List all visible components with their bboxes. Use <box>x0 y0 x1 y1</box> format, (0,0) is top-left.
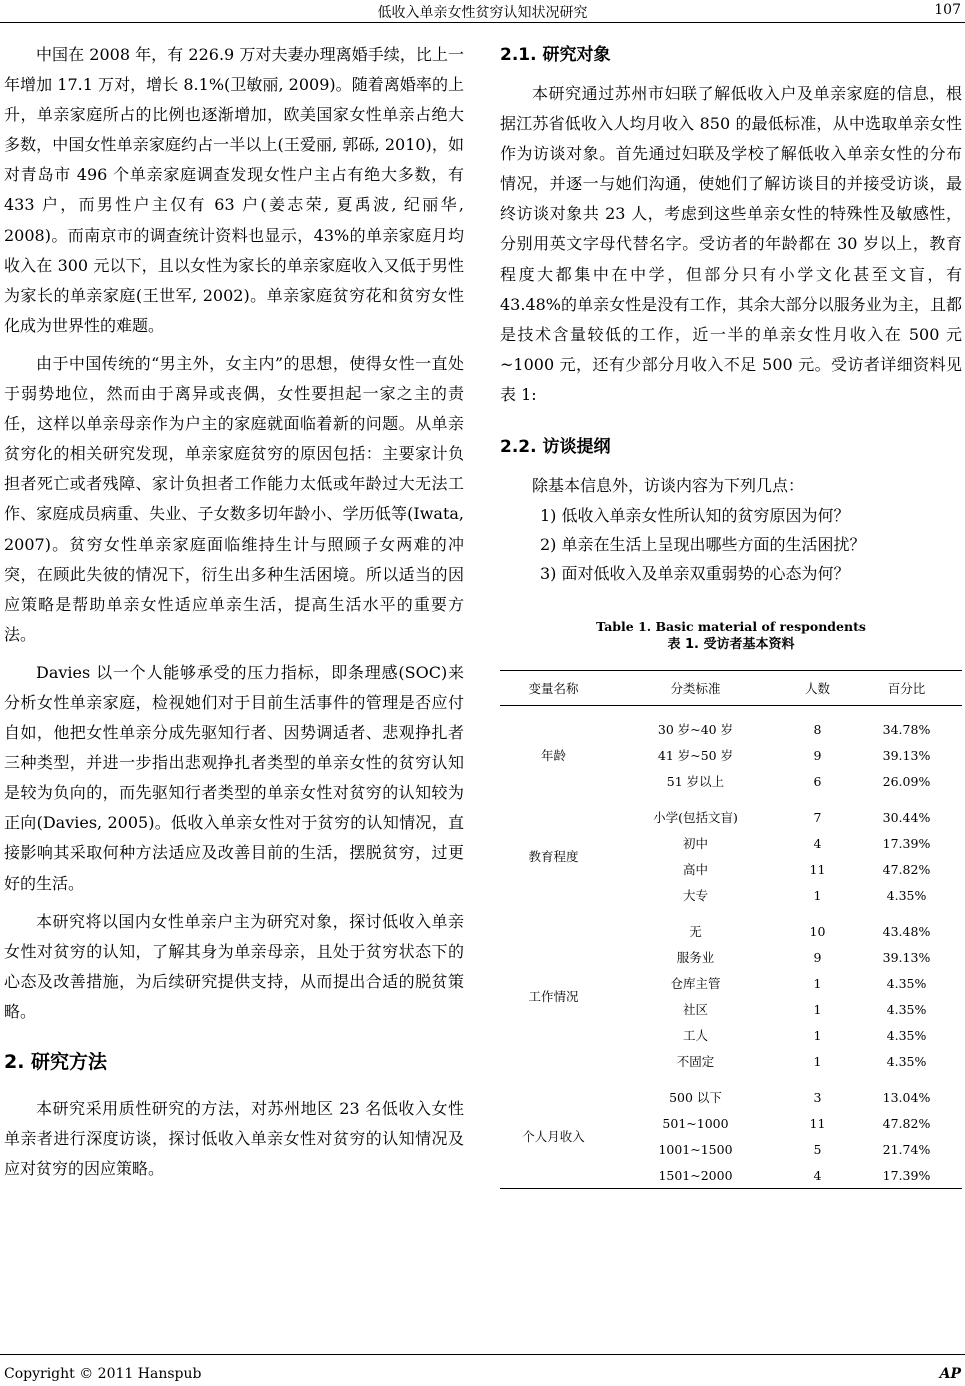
table-cell: 1 <box>813 1001 822 1017</box>
table-caption-zh: 表 1. 受访者基本资料 <box>667 637 795 653</box>
table-cell: 1 <box>813 1027 822 1043</box>
table-cell: 47.82% <box>882 1115 931 1131</box>
table-cell: 4.35% <box>886 975 927 991</box>
table-cell: 39.13% <box>882 747 931 763</box>
table-cell: 4 <box>784 1162 851 1189</box>
table-cell: 1 <box>813 887 822 903</box>
header-rule <box>0 22 965 23</box>
table-cell: 4.35% <box>886 1053 927 1069</box>
page-header <box>0 0 965 22</box>
table-header-row <box>500 671 962 706</box>
table-cell: 1001~1500 <box>658 1141 733 1157</box>
table-cell: 4.35% <box>886 1027 927 1043</box>
table-cell: 43.48% <box>882 923 931 939</box>
footer-rule <box>0 1354 965 1355</box>
table-header-cell: 变量名称 <box>500 671 607 706</box>
table-row <box>500 1074 962 1110</box>
table-cell: 4.35% <box>886 1001 927 1017</box>
table-cell: 26.09% <box>882 773 931 789</box>
table-header-cell: 人数 <box>784 671 851 706</box>
page-number: 107 <box>934 2 961 18</box>
table-cell: 10 <box>809 923 826 939</box>
table-cell: 30.44% <box>882 809 931 825</box>
list-item: 2) 单亲在生活上呈现出哪些方面的生活困扰？ <box>540 535 866 555</box>
table-cell: 1 <box>813 1053 822 1069</box>
table-row <box>500 908 962 944</box>
group-label: 教育程度 <box>528 849 579 865</box>
table-cell: 6 <box>813 773 822 789</box>
table-cell: 社区 <box>682 1002 708 1018</box>
table-cell: 大专 <box>682 888 708 904</box>
respondents-table <box>500 670 962 1189</box>
table-cell: 501~1000 <box>662 1115 729 1131</box>
table-cell: 1501~2000 <box>607 1162 784 1189</box>
table-row <box>500 794 962 830</box>
table-cell: 13.04% <box>882 1089 931 1105</box>
paragraph: 由于中国传统的“男主外，女主内”的思想，使得女性一直处于弱势地位，然而由于离异或丧偶，女性要担起一家之主的责任，这样以单亲母亲作为户主的家庭就面临着新的问题。从单亲贫穷化的相关研究发现，单亲家庭贫穷的原因包括：主要家计负担者死亡或者残障、家计负担者工作能力太低或年龄过大无法工作、家庭成员病重、失业、子女数多切年龄小、学历低等(Iwata, 2007)。贫穷女性单亲家庭面临维持生计与照顾子女两难的冲突，在顾此失彼的情况下，衍生出多种生活困境。所以适当的因应策略是帮助单亲女性适应单亲生活，提高生活水平的重要方法。 <box>4 353 464 644</box>
table-header-cell: 分类标准 <box>607 671 784 706</box>
table-cell: 34.78% <box>882 721 931 737</box>
paragraph: 除基本信息外，访谈内容为下列几点： <box>532 476 805 496</box>
paragraph: 本研究采用质性研究的方法，对苏州地区 23 名低收入女性单亲者进行深度访谈，探讨低收入单亲女性对贫穷的认知情况及应对贫穷的因应策略。 <box>4 1099 464 1179</box>
table-cell: 30 岁~40 岁 <box>657 722 734 738</box>
table-cell: 1 <box>813 975 822 991</box>
table-cell: 17.39% <box>882 835 931 851</box>
table-cell: 11 <box>809 861 826 877</box>
table-row <box>500 706 962 743</box>
table-cell: 17.39% <box>851 1162 962 1189</box>
table-cell: 小学(包括文盲) <box>653 810 738 826</box>
table-cell: 9 <box>813 949 822 965</box>
table-cell: 初中 <box>682 836 708 852</box>
copyright: Copyright © 2011 Hanspub <box>4 1366 202 1382</box>
table-cell: 11 <box>809 1115 826 1131</box>
paragraph: Davies 以一个人能够承受的压力指标，即条理感(SOC)来分析女性单亲家庭，检视她们对于目前生活事件的管理是否应付自如，他把女性单亲分成先驱知行者、因势调适者、悲观挣扎者三种类型，并进一步指出悲观挣扎者类型的单亲女性的贫穷认知是较为负向的，而先驱知行者类型的单亲女性对贫穷的认知较为正向(Davies, 2005)。低收入单亲女性对于贫穷的认知情况，直接影响其采取何种方法适应及改善目前的生活，摆脱贫穷，过更好的生活。 <box>4 662 464 893</box>
journal-abbrev: AP <box>939 1366 961 1382</box>
table-cell: 5 <box>813 1141 822 1157</box>
left-column <box>4 40 464 1192</box>
group-label: 年龄 <box>540 748 566 764</box>
subsection-heading: 2.2. 访谈提纲 <box>500 437 611 458</box>
table-caption-en: Table 1. Basic material of respondents <box>596 619 866 635</box>
subsection-heading: 2.1. 研究对象 <box>500 45 611 65</box>
table-cell: 41 岁~50 岁 <box>657 748 734 764</box>
table-cell: 21.74% <box>882 1141 931 1157</box>
table-cell: 7 <box>813 809 822 825</box>
table-cell: 4 <box>813 835 822 851</box>
list-item: 1) 低收入单亲女性所认知的贫穷原因为何？ <box>540 506 850 526</box>
group-label: 个人月收入 <box>500 1074 607 1189</box>
running-title: 低收入单亲女性贫穷认知状况研究 <box>377 5 588 21</box>
table-cell: 无 <box>689 924 702 940</box>
table-cell: 8 <box>813 721 822 737</box>
table-cell: 51 岁以上 <box>666 774 725 790</box>
table-cell: 高中 <box>682 862 708 878</box>
table-cell: 服务业 <box>676 950 715 966</box>
group-label: 工作情况 <box>528 989 579 1005</box>
table-cell: 9 <box>813 747 822 763</box>
section-heading: 2. 研究方法 <box>4 1051 108 1073</box>
table-cell: 不固定 <box>676 1054 715 1070</box>
table-cell: 仓库主管 <box>670 976 721 992</box>
paragraph: 本研究通过苏州市妇联了解低收入户及单亲家庭的信息，根据江苏省低收入人均月收入 850 的最低标准，从中选取单亲女性作为访谈对象。首先通过妇联及学校了解低收入单亲女性的分布情况，并逐一与她们沟通，使她们了解访谈目的并接受访谈，最终访谈对象共 23 人，考虑到这些单亲女性的特殊性及敏感性，分别用英文字母代替名字。受访者的年龄都在 30 岁以上，教育程度大都集中在中学，但部分只有小学文化甚至文盲，有 43.48%的单亲女性是没有工作，其余大部分以服务业为主，且都是技术含量较低的工作，近一半的单亲女性月收入在 500 元~1000 元，还有少部分月收入不足 500 元。受访者详细资料见表 1: <box>500 84 962 404</box>
list-item: 3) 面对低收入及单亲双重弱势的心态为何？ <box>540 564 850 584</box>
table-cell: 4.35% <box>886 887 927 903</box>
table-cell: 3 <box>813 1089 822 1105</box>
paragraph: 中国在 2008 年，有 226.9 万对夫妻办理离婚手续，比上一年增加 17.1 万对，增长 8.1%(卫敏丽, 2009)。随着离婚率的上升，单亲家庭所占的比例也逐渐增加，欧美国家女性单亲占绝大多数，中国女性单亲家庭约占一半以上(王爱丽, 郭砾, 2010)，如对青岛市 496 个单亲家庭调查发现女性户主占有绝大多数，有 433 户，而男性户主仅有 63 户(姜志荣, 夏禹波, 纪丽华, 2008)。而南京市的调查统计资料也显示，43%的单亲家庭月均收入在 300 元以下，且以女性为家长的单亲家庭收入又低于男性为家长的单亲家庭(王世军, 2002)。单亲家庭贫穷花和贫穷女性化成为世界性的难题。 <box>4 45 464 335</box>
table-cell: 39.13% <box>882 949 931 965</box>
table-header-cell: 百分比 <box>851 671 962 706</box>
page-footer <box>0 1354 965 1382</box>
table-cell: 工人 <box>682 1028 708 1044</box>
right-column <box>500 40 962 1189</box>
table-cell: 47.82% <box>882 861 931 877</box>
table-cell: 500 以下 <box>669 1090 722 1106</box>
paragraph: 本研究将以国内女性单亲户主为研究对象，探讨低收入单亲女性对贫穷的认知，了解其身为单亲母亲，且处于贫穷状态下的心态及改善措施，为后续研究提供支持，从而提出合适的脱贫策略。 <box>4 911 464 1021</box>
